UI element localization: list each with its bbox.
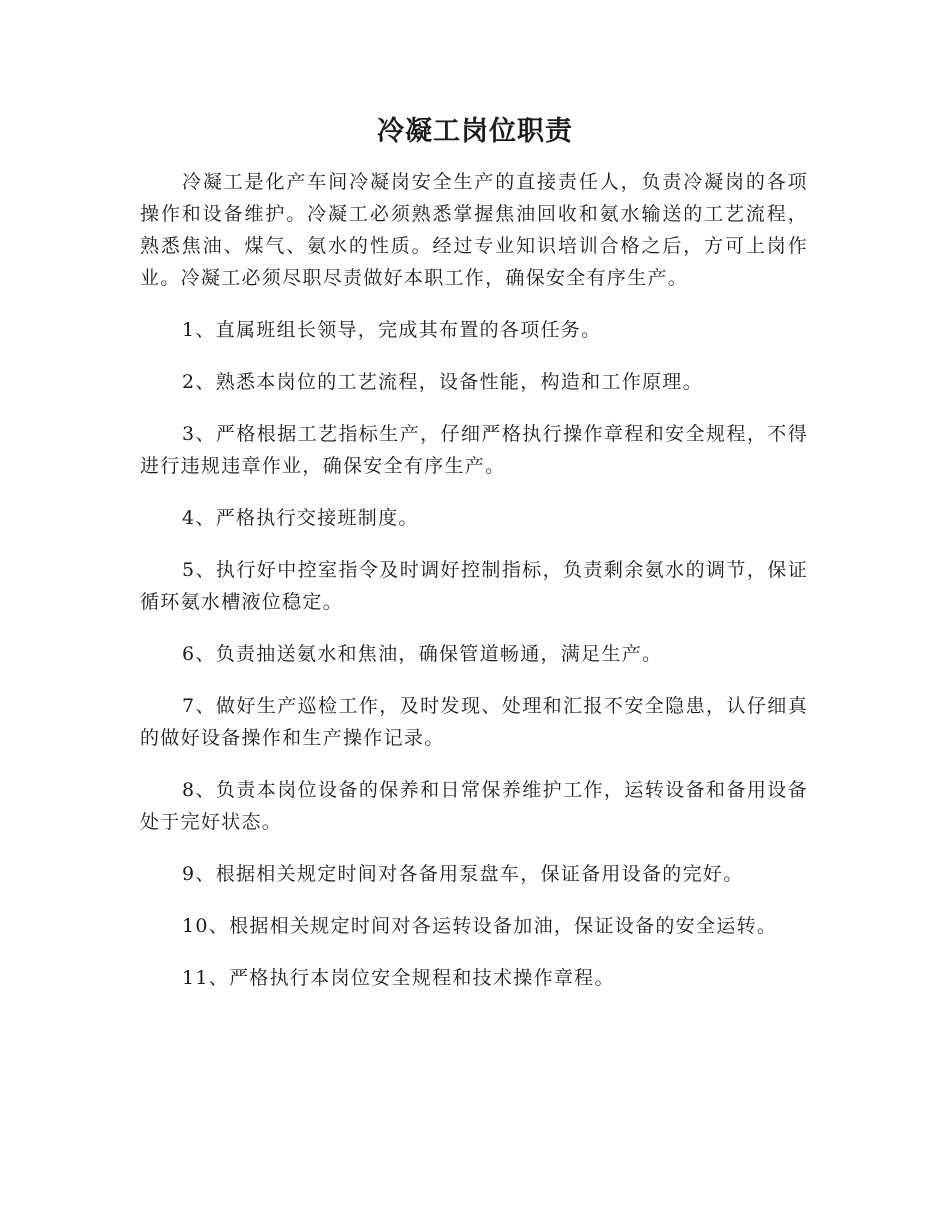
duty-item-7: 7、做好生产巡检工作，及时发现、处理和汇报不安全隐患，认仔细真的做好设备操作和生产操作记录。 bbox=[140, 695, 808, 749]
intro-paragraph: 冷凝工是化产车间冷凝岗安全生产的直接责任人，负责冷凝岗的各项操作和设备维护。冷凝工必须熟悉掌握焦油回收和氨水输送的工艺流程，熟悉焦油、煤气、氨水的性质。经过专业知识培训合格之后，方可上岗作业。冷凝工必须尽职尽责做好本职工作，确保安全有序生产。 bbox=[140, 171, 808, 289]
duty-item-9: 9、根据相关规定时间对各备用泵盘车，保证备用设备的完好。 bbox=[182, 863, 744, 885]
duty-item-2: 2、熟悉本岗位的工艺流程，设备性能，构造和工作原理。 bbox=[182, 371, 703, 393]
duty-item-4: 4、严格执行交接班制度。 bbox=[182, 507, 419, 529]
duty-item-1: 1、直属班组长领导，完成其布置的各项任务。 bbox=[182, 319, 602, 341]
duty-item-10: 10、根据相关规定时间对各运转设备加油，保证设备的安全运转。 bbox=[182, 915, 778, 937]
document-body bbox=[140, 166, 808, 1014]
duty-item-6: 6、负责抽送氨水和焦油，确保管道畅通，满足生产。 bbox=[182, 643, 663, 665]
duty-item-3: 3、严格根据工艺指标生产，仔细严格执行操作章程和安全规程，不得进行违规违章作业，确保安全有序生产。 bbox=[140, 423, 808, 477]
duty-item-11: 11、严格执行本岗位安全规程和技术操作章程。 bbox=[182, 967, 615, 989]
duty-item-5: 5、执行好中控室指令及时调好控制指标，负责剩余氨水的调节，保证循环氨水槽液位稳定。 bbox=[140, 559, 808, 613]
duty-item-8: 8、负责本岗位设备的保养和日常保养维护工作，运转设备和备用设备处于完好状态。 bbox=[140, 779, 808, 833]
document-title: 冷凝工岗位职责 bbox=[377, 116, 573, 147]
